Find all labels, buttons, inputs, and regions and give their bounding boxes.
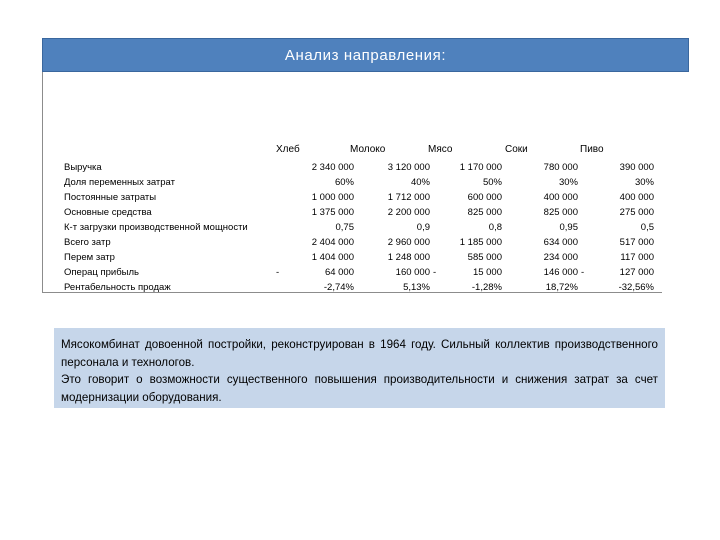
- cell-juice: 825 000: [543, 207, 578, 218]
- cell-bread: 1 404 000: [311, 252, 354, 263]
- table-row: [0, 265, 720, 280]
- table-row: [0, 160, 720, 175]
- cell-meat: 600 000: [467, 192, 502, 203]
- column-header-milk: Молоко: [350, 144, 386, 155]
- table-row: [0, 280, 720, 295]
- note-line-2: Это говорит о возможности существенного повышения производительности и снижения затрат за счет модернизации оборудования.: [61, 373, 658, 404]
- cell-bread: 0,75: [335, 222, 354, 233]
- row-label: Перем затр: [64, 252, 115, 263]
- cell-milk: 160 000: [395, 267, 430, 278]
- cell-milk: 2 960 000: [387, 237, 430, 248]
- cell-juice: 0,95: [559, 222, 578, 233]
- cell-meat: 1 170 000: [459, 162, 502, 173]
- row-label: К-т загрузки производственной мощности: [64, 222, 248, 233]
- row-label: Всего затр: [64, 237, 111, 248]
- cell-juice: 780 000: [543, 162, 578, 173]
- cell-juice: 234 000: [543, 252, 578, 263]
- note-box: [54, 328, 665, 408]
- cell-milk: 1 248 000: [387, 252, 430, 263]
- table-row: [0, 220, 720, 235]
- cell-juice: 146 000: [543, 267, 578, 278]
- cell-meat: 15 000: [472, 267, 502, 278]
- row-label: Операц прибыль: [64, 267, 139, 278]
- cell-beer: -32,56%: [618, 282, 654, 293]
- row-label: Рентабельность продаж: [64, 282, 171, 293]
- cell-milk: 5,13%: [403, 282, 430, 293]
- cell-meat: 825 000: [467, 207, 502, 218]
- cell-juice: 18,72%: [545, 282, 578, 293]
- table-row: [0, 175, 720, 190]
- cell-beer: 0,5: [640, 222, 654, 233]
- row-label: Постоянные затраты: [64, 192, 157, 203]
- minus-sign: -: [581, 267, 585, 278]
- minus-sign: -: [433, 267, 437, 278]
- table-row: [0, 205, 720, 220]
- cell-bread: 64 000: [324, 267, 354, 278]
- column-header-meat: Мясо: [428, 144, 453, 155]
- cell-beer: 127 000: [619, 267, 654, 278]
- cell-beer: 517 000: [619, 237, 654, 248]
- cell-meat: 1 185 000: [459, 237, 502, 248]
- cell-milk: 2 200 000: [387, 207, 430, 218]
- cell-bread: 1 375 000: [311, 207, 354, 218]
- cell-meat: 0,8: [488, 222, 502, 233]
- table-row: [0, 235, 720, 250]
- cell-milk: 40%: [410, 177, 430, 188]
- column-header-bread: Хлеб: [276, 144, 300, 155]
- cell-bread: 2 404 000: [311, 237, 354, 248]
- cell-beer: 400 000: [619, 192, 654, 203]
- cell-milk: 3 120 000: [387, 162, 430, 173]
- cell-bread: 1 000 000: [311, 192, 354, 203]
- minus-sign: -: [276, 267, 280, 278]
- note-line-1: Мясокомбинат довоенной постройки, реконструирован в 1964 году. Сильный коллектив производственного персонала и технологов.: [61, 338, 658, 369]
- column-header-beer: Пиво: [580, 144, 604, 155]
- cell-beer: 275 000: [619, 207, 654, 218]
- slide-title: Анализ направления:: [42, 38, 689, 72]
- cell-beer: 117 000: [620, 252, 654, 263]
- table-row: [0, 190, 720, 205]
- table-row: [0, 250, 720, 265]
- cell-bread: -2,74%: [323, 282, 354, 293]
- cell-juice: 400 000: [543, 192, 578, 203]
- row-label: Выручка: [64, 162, 102, 173]
- column-header-juice: Соки: [505, 144, 528, 155]
- cell-meat: -1,28%: [471, 282, 502, 293]
- cell-meat: 50%: [482, 177, 502, 188]
- cell-meat: 585 000: [467, 252, 502, 263]
- cell-juice: 634 000: [543, 237, 578, 248]
- cell-juice: 30%: [558, 177, 578, 188]
- cell-milk: 0,9: [416, 222, 430, 233]
- cell-beer: 30%: [634, 177, 654, 188]
- row-label: Доля переменных затрат: [64, 177, 175, 188]
- cell-beer: 390 000: [619, 162, 654, 173]
- cell-milk: 1 712 000: [387, 192, 430, 203]
- cell-bread: 2 340 000: [311, 162, 354, 173]
- row-label: Основные средства: [64, 207, 152, 218]
- cell-bread: 60%: [334, 177, 354, 188]
